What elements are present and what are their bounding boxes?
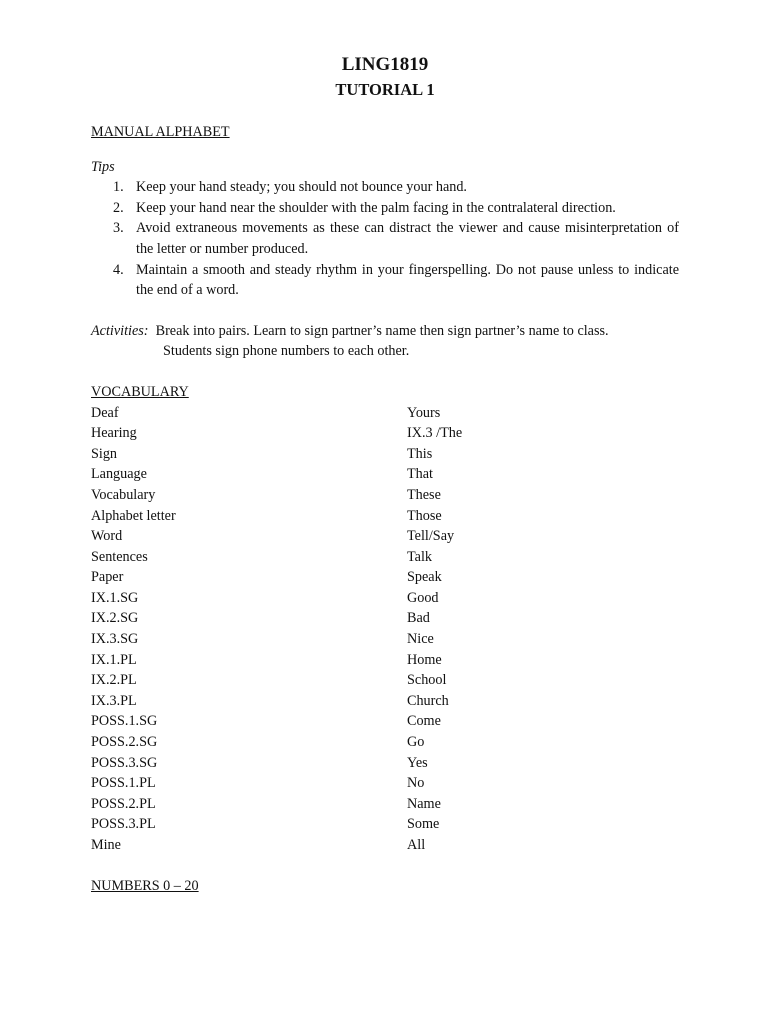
vocabulary-word: Alphabet letter: [91, 507, 176, 524]
vocabulary-word: IX.3 /The: [407, 425, 463, 442]
tip-item: [91, 218, 679, 259]
vocabulary-word: Language: [91, 466, 147, 483]
vocabulary-word: IX.2.SG: [91, 610, 139, 627]
tip-text: Avoid extraneous movements as these can distract the viewer and cause misinterpretation of the letter or number produced.: [136, 220, 679, 257]
activities-line-1: [91, 321, 679, 342]
numbers-section: [91, 876, 679, 897]
vocabulary-word: Vocabulary: [91, 486, 156, 503]
vocabulary-word: Church: [407, 692, 449, 709]
vocabulary-word: This: [407, 445, 433, 462]
document-page: [91, 52, 679, 896]
tip-item: [91, 177, 679, 198]
activities-section: [91, 321, 679, 362]
vocabulary-word: POSS.1.PL: [91, 775, 156, 792]
vocabulary-word: IX.1.PL: [91, 651, 137, 668]
vocabulary-word: POSS.3.SG: [91, 754, 158, 771]
vocabulary-word: School: [407, 672, 447, 689]
vocabulary-word: Name: [407, 795, 441, 812]
tip-text: Keep your hand steady; you should not bounce your hand.: [136, 179, 467, 196]
vocabulary-heading: VOCABULARY: [91, 383, 189, 400]
vocabulary-word: Word: [91, 528, 123, 545]
tip-number: 2.: [113, 199, 124, 216]
vocabulary-word: IX.3.PL: [91, 692, 137, 709]
tip-text: Maintain a smooth and steady rhythm in your fingerspelling. Do not pause unless to indicate the end of a word.: [136, 261, 679, 299]
vocabulary-word: All: [407, 837, 426, 853]
course-title: LING1819: [341, 54, 429, 75]
tips-label: Tips: [91, 158, 115, 175]
vocabulary-word: Some: [407, 816, 440, 833]
vocabulary-word: These: [407, 486, 441, 503]
vocabulary-word: POSS.3.PL: [91, 816, 156, 833]
tip-text: Keep your hand near the shoulder with the palm facing in the contralateral direction.: [136, 199, 616, 216]
activities-text-1: Break into pairs. Learn to sign partner’s name then sign partner’s name to class.: [155, 322, 609, 339]
vocabulary-word: Deaf: [91, 404, 119, 421]
tips-list: [91, 177, 679, 301]
manual-alphabet-section: [91, 122, 679, 301]
vocabulary-word: IX.1.SG: [91, 589, 139, 606]
vocabulary-word: Paper: [91, 569, 124, 586]
vocabulary-word: Speak: [407, 569, 442, 586]
vocabulary-word: Tell/Say: [407, 528, 455, 545]
vocabulary-section: [91, 382, 679, 856]
vocabulary-word: POSS.1.SG: [91, 713, 158, 730]
vocabulary-word: Talk: [407, 548, 433, 565]
vocabulary-word: POSS.2.SG: [91, 734, 158, 751]
vocabulary-word: Home: [407, 651, 442, 668]
vocabulary-word: POSS.2.PL: [91, 795, 156, 812]
activities-line-2: Students sign phone numbers to each other.: [163, 343, 410, 360]
vocabulary-word: That: [407, 466, 433, 483]
tip-number: 1.: [113, 179, 124, 196]
vocabulary-word: IX.3.SG: [91, 631, 139, 648]
vocabulary-word: Nice: [407, 631, 434, 648]
tip-item: [91, 260, 679, 301]
vocabulary-word: Sentences: [91, 548, 148, 565]
tip-item: [91, 198, 679, 219]
activities-label: Activities:: [91, 322, 149, 339]
numbers-heading: NUMBERS 0 – 20: [91, 877, 199, 894]
vocabulary-left-column: [91, 403, 407, 856]
vocabulary-word: Bad: [407, 610, 430, 627]
vocabulary-table: [91, 403, 679, 856]
vocabulary-word: Yes: [407, 754, 428, 771]
vocabulary-word: IX.2.PL: [91, 672, 137, 689]
vocabulary-word: Those: [407, 507, 442, 524]
manual-alphabet-heading: MANUAL ALPHABET: [91, 124, 230, 140]
vocabulary-right-column: [407, 403, 462, 856]
vocabulary-word: Come: [407, 713, 441, 730]
vocabulary-word: Sign: [91, 445, 118, 462]
tip-number: 4.: [113, 261, 124, 278]
vocabulary-word: Hearing: [91, 425, 137, 442]
vocabulary-word: Go: [407, 734, 425, 751]
tutorial-title: TUTORIAL 1: [335, 80, 435, 99]
vocabulary-word: Good: [407, 589, 439, 606]
tip-number: 3.: [113, 220, 124, 237]
vocabulary-word: Mine: [91, 837, 121, 853]
vocabulary-word: Yours: [407, 404, 441, 421]
vocabulary-word: No: [407, 775, 425, 792]
